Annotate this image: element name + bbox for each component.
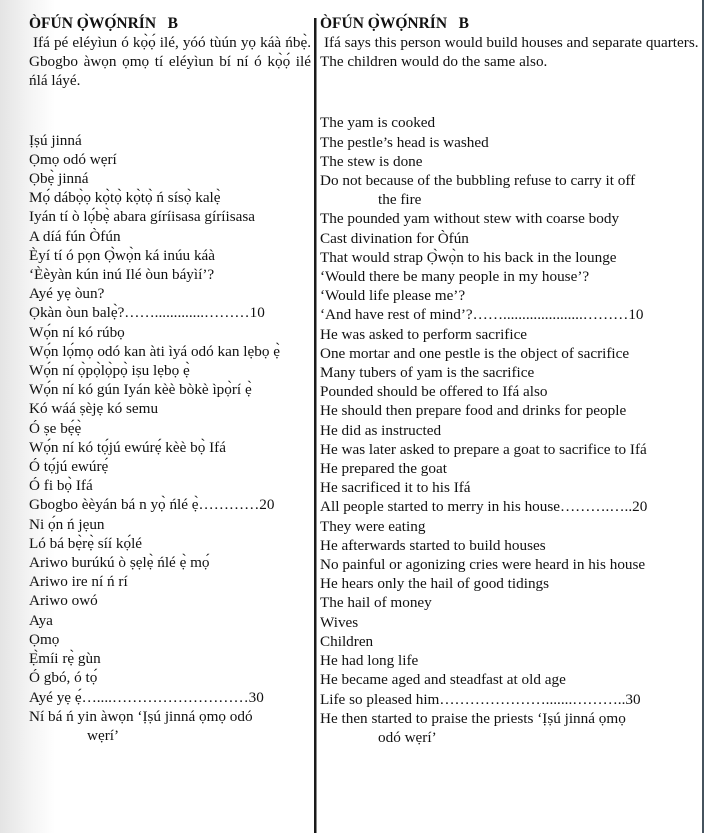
english-verse-line: He then started to praise the priests ‘Ịṣú jinná ọmọ — [320, 709, 626, 727]
yoruba-verse-line: Ịṣú jinná — [29, 131, 82, 149]
yoruba-verse-line: ‘Èèyàn kún inú Ilé òun báyìí’? — [29, 266, 215, 284]
yoruba-heading: ÒFÚN Ọ̀WỌ́NRÍN B — [29, 15, 178, 32]
yoruba-verse-line: Iyán tí ò lọ́bẹ̀ abara gíríisasa gíríisasa — [29, 208, 256, 226]
yoruba-verse-line: Ariwo ire ní ń rí — [29, 573, 128, 591]
yoruba-verse-line: Wọ́n ní kó gún Iyán kèè bòkè ìpọ̀rí ẹ̀ — [29, 381, 252, 399]
yoruba-verse-line: Mọ́ dábọ̀ọ kọ̀tọ̀ kọ̀tọ̀ ń sísọ̀ kalẹ̀ — [29, 189, 221, 207]
yoruba-column — [29, 14, 311, 745]
yoruba-verse-line: Ó ṣe bẹ́ẹ̀ — [29, 419, 82, 437]
english-verse-line: the fire — [378, 191, 422, 209]
english-verse-line: He was asked to perform sacrifice — [320, 325, 528, 343]
yoruba-verse-line: Ó fi bọ̀ Ifá — [29, 477, 93, 495]
english-heading: ÒFÚN Ọ̀WỌ́NRÍN B — [320, 15, 469, 32]
yoruba-verse-line: Ní bá ń yin àwọn ‘Ịṣú jinná ọmọ odó — [29, 707, 253, 725]
yoruba-verse-line: Ayé yẹ ẹ́…....………………………30 — [29, 688, 264, 706]
english-verse-line: Children — [320, 632, 374, 650]
english-verse-line: The pounded yam without stew with coarse body — [320, 210, 620, 228]
english-verse-line: Many tubers of yam is the sacrifice — [320, 364, 535, 382]
english-verse-line: They were eating — [320, 517, 426, 535]
english-verse-line: Cast divination for Òfún — [320, 229, 469, 247]
english-verse-line: He sacrificed it to his Ifá — [320, 479, 471, 497]
english-verse-line: He was later asked to prepare a goat to sacrifice to Ifá — [320, 440, 647, 458]
english-verse-line: He afterwards started to build houses — [320, 536, 546, 554]
yoruba-verse-line: Ẹ̀míi rẹ̀ gùn — [29, 650, 101, 668]
english-verse-line: The yam is cooked — [320, 114, 436, 132]
english-verse-line: Pounded should be offered to Ifá also — [320, 383, 548, 401]
yoruba-verse-line: Aya — [29, 611, 53, 629]
english-verse-line: He should then prepare food and drinks for people — [320, 402, 627, 420]
column-divider — [314, 18, 316, 833]
english-verse-line: He did as instructed — [320, 421, 442, 439]
english-verse-line: All people started to merry in his house……….…..20 — [320, 498, 648, 516]
english-verse-line: The stew is done — [320, 152, 423, 170]
yoruba-verse-line: wẹrí’ — [87, 726, 120, 744]
yoruba-verse-line: Èyí tí ó pọn Ọ̀wọ̀n ká inúu káà — [29, 246, 216, 264]
english-verse-line: He became aged and steadfast at old age — [320, 671, 566, 689]
english-verse-line: He hears only the hail of good tidings — [320, 575, 550, 593]
english-verse-line: No painful or agonizing cries were heard in his house — [320, 556, 646, 574]
yoruba-verse-line: Wọ́n lọ́mọ odó kan àti ìyá odó kan lẹbọ ẹ̀ — [29, 342, 280, 360]
english-verse-line: Wives — [320, 613, 359, 631]
english-summary: Ifá says this person would build houses and separate quarters. The children would do the same also. — [320, 34, 699, 71]
yoruba-verse-line: Ó tọ́jú ewúrẹ́ — [29, 458, 109, 476]
english-verse-line: ‘And have rest of mind’?…….....................………10 — [320, 306, 644, 324]
yoruba-verse-line: Ọbẹ̀ jinná — [29, 170, 89, 188]
english-verse-line: odó wẹrí’ — [378, 728, 437, 746]
english-verse-line: The hail of money — [320, 594, 432, 612]
english-verse-line: That would strap Ọ̀wọ̀n to his back in the lounge — [320, 248, 617, 266]
english-verse-list — [320, 113, 700, 747]
english-verse-line: Life so pleased him………………….......………..30 — [320, 690, 641, 708]
yoruba-verse-line: Ariwo burúkú ò ṣẹlẹ̀ ńlé ẹ̀ mọ́ — [29, 554, 210, 572]
yoruba-verse-line: Wọ́n ní kó tọ́jú ewúrẹ́ kèè bọ̀ Ifá — [29, 438, 226, 456]
english-verse-line: The pestle’s head is washed — [320, 133, 489, 151]
yoruba-verse-list — [29, 131, 311, 746]
english-verse-line: He had long life — [320, 652, 419, 670]
yoruba-verse-line: Kó wáá ṣèjẹ kó semu — [29, 400, 159, 418]
yoruba-verse-line: Ọmọ — [29, 630, 60, 648]
english-verse-line: ‘Would life please me’? — [320, 287, 466, 305]
yoruba-verse-line: Wọ́n ní ọ̀pọ̀lọ̀pọ̀ iṣu lẹbọ ẹ̀ — [29, 362, 190, 380]
english-verse-line: ‘Would there be many people in my house’? — [320, 268, 590, 286]
yoruba-verse-line: Ọmọ odó wẹrí — [29, 150, 117, 168]
yoruba-verse-line: Ló bá bẹ̀rẹ̀ síí kọ́lé — [29, 534, 143, 552]
yoruba-verse-line: Gbogbo èèyán bá n yọ̀ ńlé ẹ̀…………20 — [29, 496, 275, 514]
english-verse-line: Do not because of the bubbling refuse to carry it off — [320, 172, 636, 190]
english-verse-line: One mortar and one pestle is the object of sacrifice — [320, 344, 630, 362]
yoruba-verse-line: Ni ọ́n ń jẹun — [29, 515, 105, 533]
english-verse-line: He prepared the goat — [320, 460, 447, 478]
english-column — [320, 14, 700, 747]
yoruba-verse-line: Ọkàn òun balẹ̀?…….............………10 — [29, 304, 265, 322]
yoruba-verse-line: Ayé yẹ òun? — [29, 285, 105, 303]
yoruba-summary: Ifá pé eléyìun ó kọ̀ọ́ ilé, yóó tùún yọ káà ńbẹ̀. Gbogbo àwọn ọmọ tí eléyìun bí ní ó kọ̀ọ́ ilé ńlá láyé. — [29, 34, 311, 90]
yoruba-verse-line: A díá fún Òfún — [29, 227, 121, 245]
yoruba-verse-line: Ariwo owó — [29, 592, 98, 610]
yoruba-verse-line: Ó gbó, ó tọ́ — [29, 669, 98, 687]
yoruba-verse-line: Wọ́n ní kó rúbọ — [29, 323, 125, 341]
